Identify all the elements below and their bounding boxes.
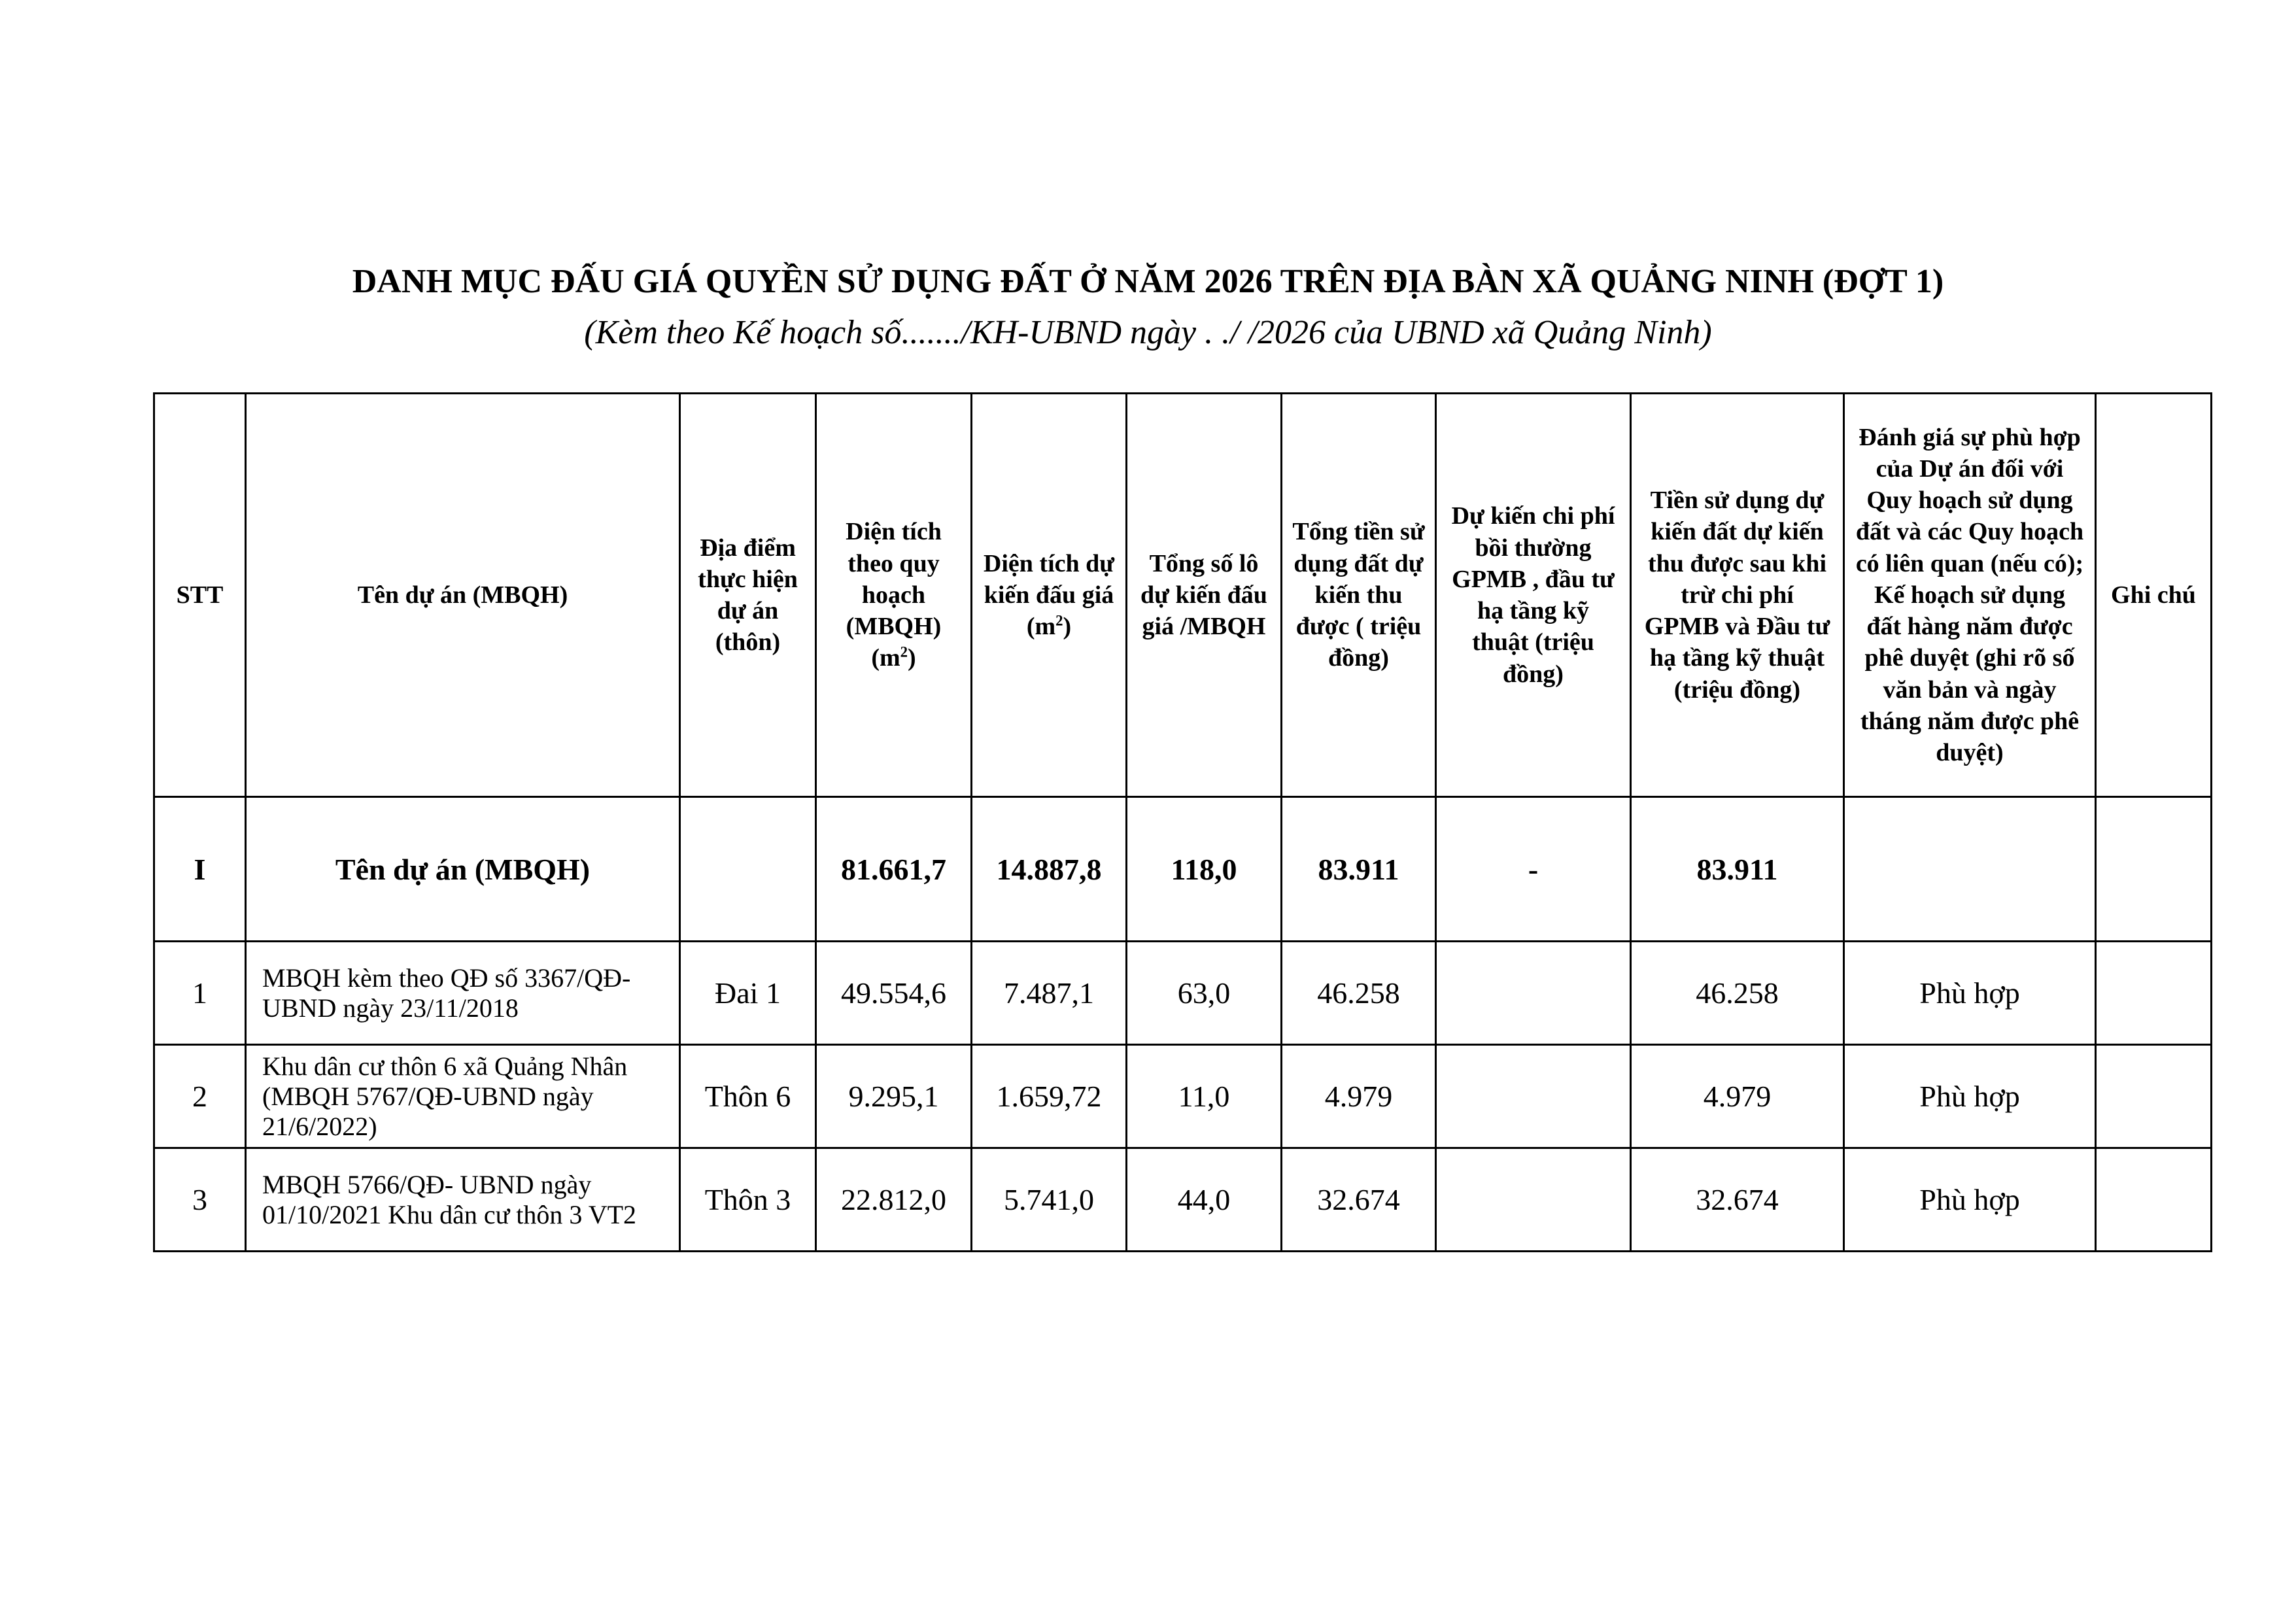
row-dien-tich-quy-hoach: 22.812,0 xyxy=(816,1148,972,1252)
row-tong-tien: 32.674 xyxy=(1282,1148,1436,1252)
header-dien-tich-dau-gia xyxy=(972,394,1127,797)
header-dien-tich-dau-gia-sup: 2 xyxy=(1055,612,1063,629)
row-dia-diem: Thôn 6 xyxy=(680,1045,816,1148)
row-tong-tien: 46.258 xyxy=(1282,942,1436,1045)
row-tien-sau-tru: 46.258 xyxy=(1631,942,1844,1045)
row-stt: 2 xyxy=(154,1045,246,1148)
header-ten-du-an: Tên dự án (MBQH) xyxy=(246,394,680,797)
row-tong-tien: 4.979 xyxy=(1282,1045,1436,1148)
document-subtitle: (Kèm theo Kế hoạch số......./KH-UBND ngày . ./ /2026 của UBND xã Quảng Ninh) xyxy=(584,314,1712,351)
row-ten-du-an: Khu dân cư thôn 6 xã Quảng Nhân (MBQH 5767/QĐ-UBND ngày 21/6/2022) xyxy=(246,1045,680,1148)
section-row xyxy=(154,797,2212,942)
section-ghi-chu xyxy=(2096,797,2212,942)
row-dien-tich-dau-gia: 7.487,1 xyxy=(972,942,1127,1045)
header-danh-gia: Đánh giá sự phù hợp của Dự án đối với Quy hoạch sử dụng đất và các Quy hoạch có liên quan (nếu có); Kế hoạch sử dụng đất hàng năm được phê duyệt (ghi rõ số văn bản và ngày tháng năm được phê duyệt) xyxy=(1844,394,2096,797)
header-dia-diem: Địa điểm thực hiện dự án (thôn) xyxy=(680,394,816,797)
row-tong-so-lo: 63,0 xyxy=(1127,942,1282,1045)
document-title: DANH MỤC ĐẤU GIÁ QUYỀN SỬ DỤNG ĐẤT Ở NĂM 2026 TRÊN ĐỊA BÀN XÃ QUẢNG NINH (ĐỢT 1) xyxy=(352,263,1944,300)
row-tong-so-lo: 44,0 xyxy=(1127,1148,1282,1252)
auction-table xyxy=(153,392,2212,1252)
table-row xyxy=(154,1148,2212,1252)
header-dien-tich-dau-gia-text: Diện tích dự kiến đấu giá (m xyxy=(983,549,1115,641)
row-danh-gia: Phù hợp xyxy=(1844,1148,2096,1252)
row-ghi-chu xyxy=(2096,1045,2212,1148)
header-dien-tich-quy-hoach xyxy=(816,394,972,797)
row-ten-du-an: MBQH kèm theo QĐ số 3367/QĐ-UBND ngày 23/11/2018 xyxy=(246,942,680,1045)
header-tong-tien: Tổng tiền sử dụng đất dự kiến thu được ( triệu đồng) xyxy=(1282,394,1436,797)
header-dien-tich-quy-hoach-sup: 2 xyxy=(900,643,908,660)
row-stt: 1 xyxy=(154,942,246,1045)
table-row xyxy=(154,942,2212,1045)
header-dien-tich-quy-hoach-text: Diện tích theo quy hoạch (MBQH) (m xyxy=(846,518,942,672)
row-danh-gia: Phù hợp xyxy=(1844,1045,2096,1148)
header-tong-so-lo: Tổng số lô dự kiến đấu giá /MBQH xyxy=(1127,394,1282,797)
row-dien-tich-quy-hoach: 9.295,1 xyxy=(816,1045,972,1148)
row-tien-sau-tru: 32.674 xyxy=(1631,1148,1844,1252)
section-stt: I xyxy=(154,797,246,942)
section-dia-diem xyxy=(680,797,816,942)
header-dien-tich-dau-gia-end: ) xyxy=(1063,613,1072,641)
section-dien-tich-quy-hoach: 81.661,7 xyxy=(816,797,972,942)
section-danh-gia xyxy=(1844,797,2096,942)
row-dia-diem: Đai 1 xyxy=(680,942,816,1045)
row-chi-phi xyxy=(1436,942,1631,1045)
row-dien-tich-dau-gia: 5.741,0 xyxy=(972,1148,1127,1252)
row-ghi-chu xyxy=(2096,1148,2212,1252)
row-ten-du-an: MBQH 5766/QĐ- UBND ngày 01/10/2021 Khu dân cư thôn 3 VT2 xyxy=(246,1148,680,1252)
section-tong-so-lo: 118,0 xyxy=(1127,797,1282,942)
row-chi-phi xyxy=(1436,1148,1631,1252)
row-tong-so-lo: 11,0 xyxy=(1127,1045,1282,1148)
section-chi-phi: - xyxy=(1436,797,1631,942)
header-dien-tich-quy-hoach-end: ) xyxy=(908,644,916,672)
section-ten-du-an: Tên dự án (MBQH) xyxy=(246,797,680,942)
section-tien-sau-tru: 83.911 xyxy=(1631,797,1844,942)
row-stt: 3 xyxy=(154,1148,246,1252)
row-dia-diem: Thôn 3 xyxy=(680,1148,816,1252)
header-tien-sau-tru: Tiền sử dụng dự kiến đất dự kiến thu được sau khi trừ chi phí GPMB và Đầu tư hạ tầng kỹ thuật (triệu đồng) xyxy=(1631,394,1844,797)
section-dien-tich-dau-gia: 14.887,8 xyxy=(972,797,1127,942)
row-tien-sau-tru: 4.979 xyxy=(1631,1045,1844,1148)
header-chi-phi: Dự kiến chi phí bồi thường GPMB , đầu tư hạ tầng kỹ thuật (triệu đồng) xyxy=(1436,394,1631,797)
section-tong-tien: 83.911 xyxy=(1282,797,1436,942)
row-dien-tich-dau-gia: 1.659,72 xyxy=(972,1045,1127,1148)
row-ghi-chu xyxy=(2096,942,2212,1045)
header-ghi-chu: Ghi chú xyxy=(2096,394,2212,797)
header-stt: STT xyxy=(154,394,246,797)
row-chi-phi xyxy=(1436,1045,1631,1148)
row-danh-gia: Phù hợp xyxy=(1844,942,2096,1045)
header-row xyxy=(154,394,2212,797)
table-row xyxy=(154,1045,2212,1148)
row-dien-tich-quy-hoach: 49.554,6 xyxy=(816,942,972,1045)
